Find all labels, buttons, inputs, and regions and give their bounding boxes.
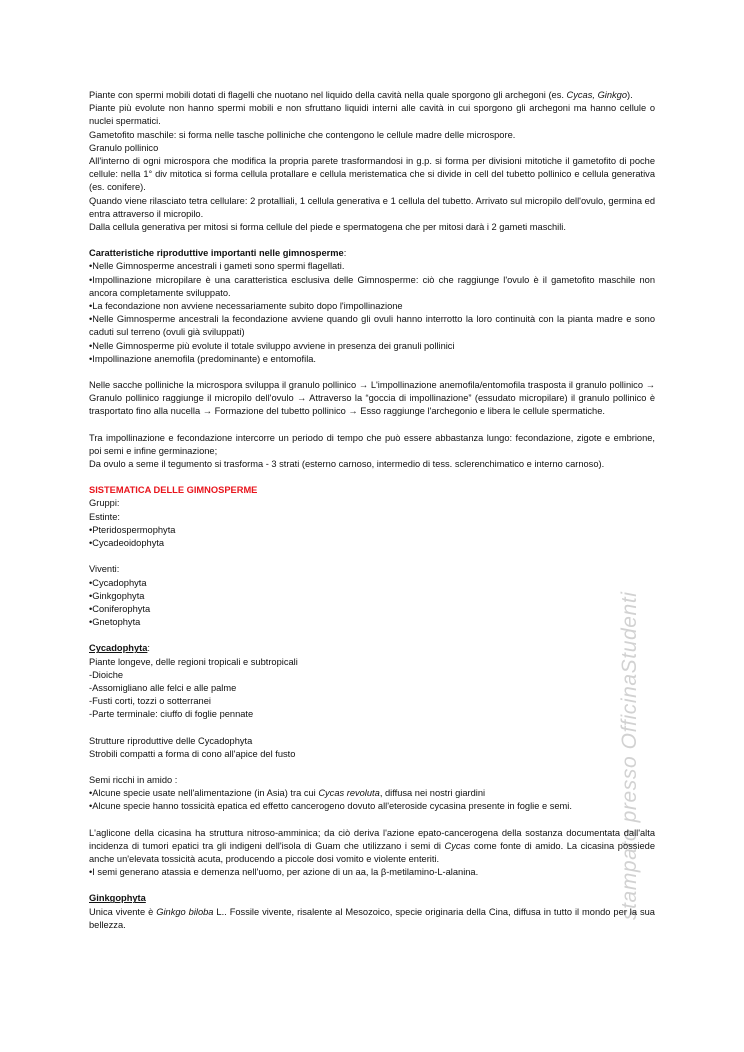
section-title-sistematica: SISTEMATICA DELLE GIMNOSPERME	[89, 485, 258, 496]
label-viventi: Viventi:	[89, 564, 120, 575]
paragraph-cellula-generativa: Dalla cellula generativa per mitosi si forma cellule del piede e spermatogena che per mitosi darà i 2 gameti maschili.	[89, 222, 566, 233]
watermark-text: stampato presso OfficinaStudenti	[618, 591, 641, 920]
paragraph-sequenza-impollinazione: Nelle sacche polliniche la microspora sviluppa il granulo pollinico → L'impollinazione anemofila/entomofila trasposta il granulo pollinico → Granulo pollinico raggiunge il micropilo dell'ovulo → Attraverso la “goccia di impollinazione” (essudato micropilare) il granulo pollinico è trasportato fino alla nucella → Formazione del tubetto pollinico → Esso raggiunge l'archegonio e libera le cellule spermatiche.	[89, 380, 655, 417]
spacer	[89, 366, 655, 379]
spacer	[89, 419, 655, 432]
list-item: -Assomigliano alle felci e alle palme	[89, 682, 237, 693]
list-item: •Nelle Gimnosperme ancestrali la fecondazione avviene quando gli ovuli hanno interrotto la loro continuità con la pianta madre e sono caduti sul terreno (ovuli già sviluppati)	[89, 314, 655, 338]
label-estinte: Estinte:	[89, 511, 121, 522]
list-item: •Nelle Gimnosperme ancestrali i gameti sono spermi flagellati.	[89, 261, 345, 272]
species-cycas: Cycas,	[566, 90, 595, 100]
spacer	[89, 629, 655, 642]
paragraph-tetra-cellulare: Quando viene rilasciato tetra cellulare: 2 protalliali, 1 cellula generativa e 1 cellula del tubetto. Arrivato sul micropilo dell'ovulo, germina ed entra attraverso il micropilo.	[89, 195, 655, 219]
list-item: •Impollinazione anemofila (predominante) e entomofila.	[89, 353, 317, 364]
list-item: -Fusti corti, tozzi o sotterranei	[89, 696, 211, 707]
list-item: •Pteridospermophyta	[89, 524, 176, 535]
list-item: •La fecondazione non avviene necessariamente subito dopo l'impollinazione	[89, 301, 403, 312]
spacer	[89, 550, 655, 563]
section-title-ginkgophyta: Ginkgophyta	[89, 893, 146, 904]
paragraph-impollinazione-fecondazione: Tra impollinazione e fecondazione intercorre un periodo di tempo che può essere abbastanza lungo: fecondazione, zigote e embrione, poi semi e infine germinazione;	[89, 432, 655, 456]
paragraph-aglicone: L'aglicone della cicasina ha struttura nitroso-amminica; da ciò deriva l'azione epato-cancerogena della sostanza documentata dall'alta incidenza di tumori epatici tra gli indigeni dell'isola di Guam che utilizzano i semi di Cycas come fonte di amido. La cicasina possiede anche un'elevata tossicità acuta, producendo a piccole dosi vomito e violente enteriti.	[89, 827, 655, 864]
species-cycas: Cycas	[444, 840, 471, 851]
list-item: •Ginkgophyta	[89, 590, 145, 601]
section-title-caratteristiche: Caratteristiche riproduttive importanti nelle gimnosperme:	[89, 248, 347, 259]
species-ginkgo-biloba: Ginkgo biloba	[156, 906, 214, 917]
paragraph-granulo-pollinico: Granulo pollinico	[89, 142, 159, 153]
list-item: •I semi generano atassia e demenza nell'uomo, per azione di un aa, la β-metilamino-L-alanina.	[89, 867, 479, 878]
list-item: -Parte terminale: ciuffo di foglie pennate	[89, 709, 254, 720]
document-body	[89, 89, 655, 932]
list-item: •Cycadeoidophyta	[89, 538, 165, 549]
spacer	[89, 722, 655, 735]
list-item: •Gnetophyta	[89, 617, 141, 628]
spacer	[89, 234, 655, 247]
list-item: -Dioiche	[89, 669, 124, 680]
label-semi-amido: Semi ricchi in amido :	[89, 774, 178, 785]
paragraph-microspora: All'interno di ogni microspora che modifica la propria parete trasformandosi in g.p. si forma per divisioni mitotiche il gametofito di poche cellule: nella 1° div mitotica si forma cellula protallare e cellula meristematica che si divide in cell del tubetto pollinico e cellula generativa (es. conifere).	[89, 156, 655, 193]
label-gruppi: Gruppi:	[89, 498, 120, 509]
spacer	[89, 814, 655, 827]
species-ginkgo: Ginkgo	[597, 90, 628, 100]
paragraph-piante-evolute: Piante più evolute non hanno spermi mobili e non sfruttano liquidi interni alle cavità in cui sporgono gli archegoni ma hanno cellule o nuclei spermatici.	[89, 103, 655, 127]
paragraph-ginkgo-biloba: Unica vivente è Ginkgo biloba L.. Fossile vivente, risalente al Mesozoico, specie originaria della Cina, diffusa in tutto il mondo per la sua bellezza.	[89, 906, 655, 930]
list-item: Piante longeve, delle regioni tropicali e subtropicali	[89, 656, 298, 667]
paragraph-gametofito-maschile: Gametofito maschile: si forma nelle tasche polliniche che contengono le cellule madre delle microspore.	[89, 129, 516, 140]
paragraph-ovulo-seme: Da ovulo a seme il tegumento si trasforma - 3 strati (esterno carnoso, intermedio di tess. sclerenchimatico e interno carnoso).	[89, 459, 605, 470]
list-item: •Impollinazione micropilare è una caratteristica esclusiva delle Gimnosperme: ciò che raggiunge l'ovulo è il gametofito maschile non ancora completamente sviluppato.	[89, 274, 655, 298]
spacer	[89, 879, 655, 892]
list-item: •Alcune specie hanno tossicità epatica ed effetto cancerogeno dovuto all'eteroside cycasina presente in foglie e semi.	[89, 801, 572, 812]
paragraph-strutture-riproduttive: Strutture riproduttive delle Cycadophyta	[89, 735, 253, 746]
spacer	[89, 761, 655, 774]
list-item: •Cycadophyta	[89, 577, 147, 588]
species-cycas-revoluta: Cycas revoluta	[318, 788, 380, 799]
list-item: •Coniferophyta	[89, 603, 151, 614]
list-item: •Nelle Gimnosperme più evolute il totale sviluppo avviene in presenza dei granuli pollinici	[89, 340, 455, 351]
section-title-cycadophyta: Cycadophyta:	[89, 643, 150, 654]
spacer	[89, 471, 655, 484]
paragraph-spermi-mobili: Piante con spermi mobili dotati di flagelli che nuotano nel liquido della cavità nella quale sporgono gli archegoni (es. Cycas, Ginkgo).	[89, 90, 633, 100]
paragraph-strobili: Strobili compatti a forma di cono all'apice del fusto	[89, 748, 296, 759]
list-item: •Alcune specie usate nell'alimentazione (in Asia) tra cui Cycas revoluta, diffusa nei nostri giardini	[89, 788, 486, 799]
